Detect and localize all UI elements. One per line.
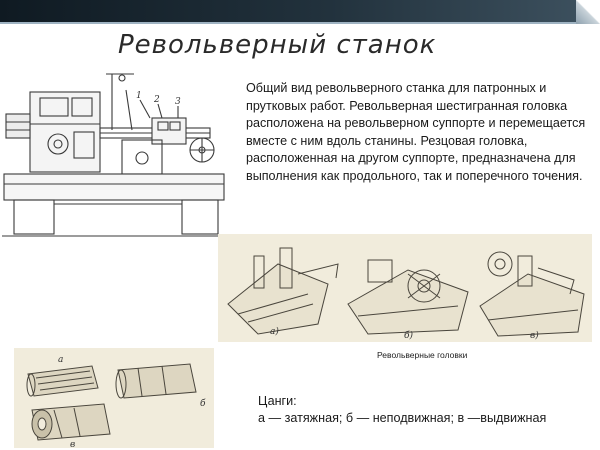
turret-heads-drawing (218, 234, 592, 342)
collet-letter-a: а (58, 355, 64, 365)
turret-head-letter-b: б) (404, 331, 414, 341)
lathe-callout-2: 2 (154, 95, 160, 105)
page-corner-fold (576, 0, 600, 24)
turret-heads-caption: Револьверные головки (377, 350, 468, 360)
collet-letter-b: б (200, 399, 206, 409)
collets-title: Цанги: (258, 394, 297, 408)
header-rule (0, 22, 600, 24)
turret-lathe-drawing (2, 70, 234, 240)
collets-legend (228, 393, 598, 427)
slide-title: Револьверный станок (118, 30, 437, 60)
slide-header-bar (0, 0, 600, 24)
collets-legend-text: а — затяжная; б — неподвижная; в —выдвижная (258, 411, 547, 425)
turret-head-letter-a: а) (270, 327, 279, 337)
machine-description: Общий вид револьверного станка для патронных и прутковых работ. Револьверная шестигранная головка расположена на револьверном суппорте и перемещается вместе с ним вдоль станины. Резцовая головка, расположенная на другом суппорте, предназначена для выполнения как продольного, так и поперечного точения. (246, 81, 586, 183)
lathe-callout-1: 1 (136, 91, 142, 101)
lathe-callout-3: 3 (175, 97, 181, 107)
collet-letter-c: в (70, 440, 76, 448)
collets-drawing (14, 348, 214, 448)
turret-head-letter-c: в) (530, 331, 539, 341)
